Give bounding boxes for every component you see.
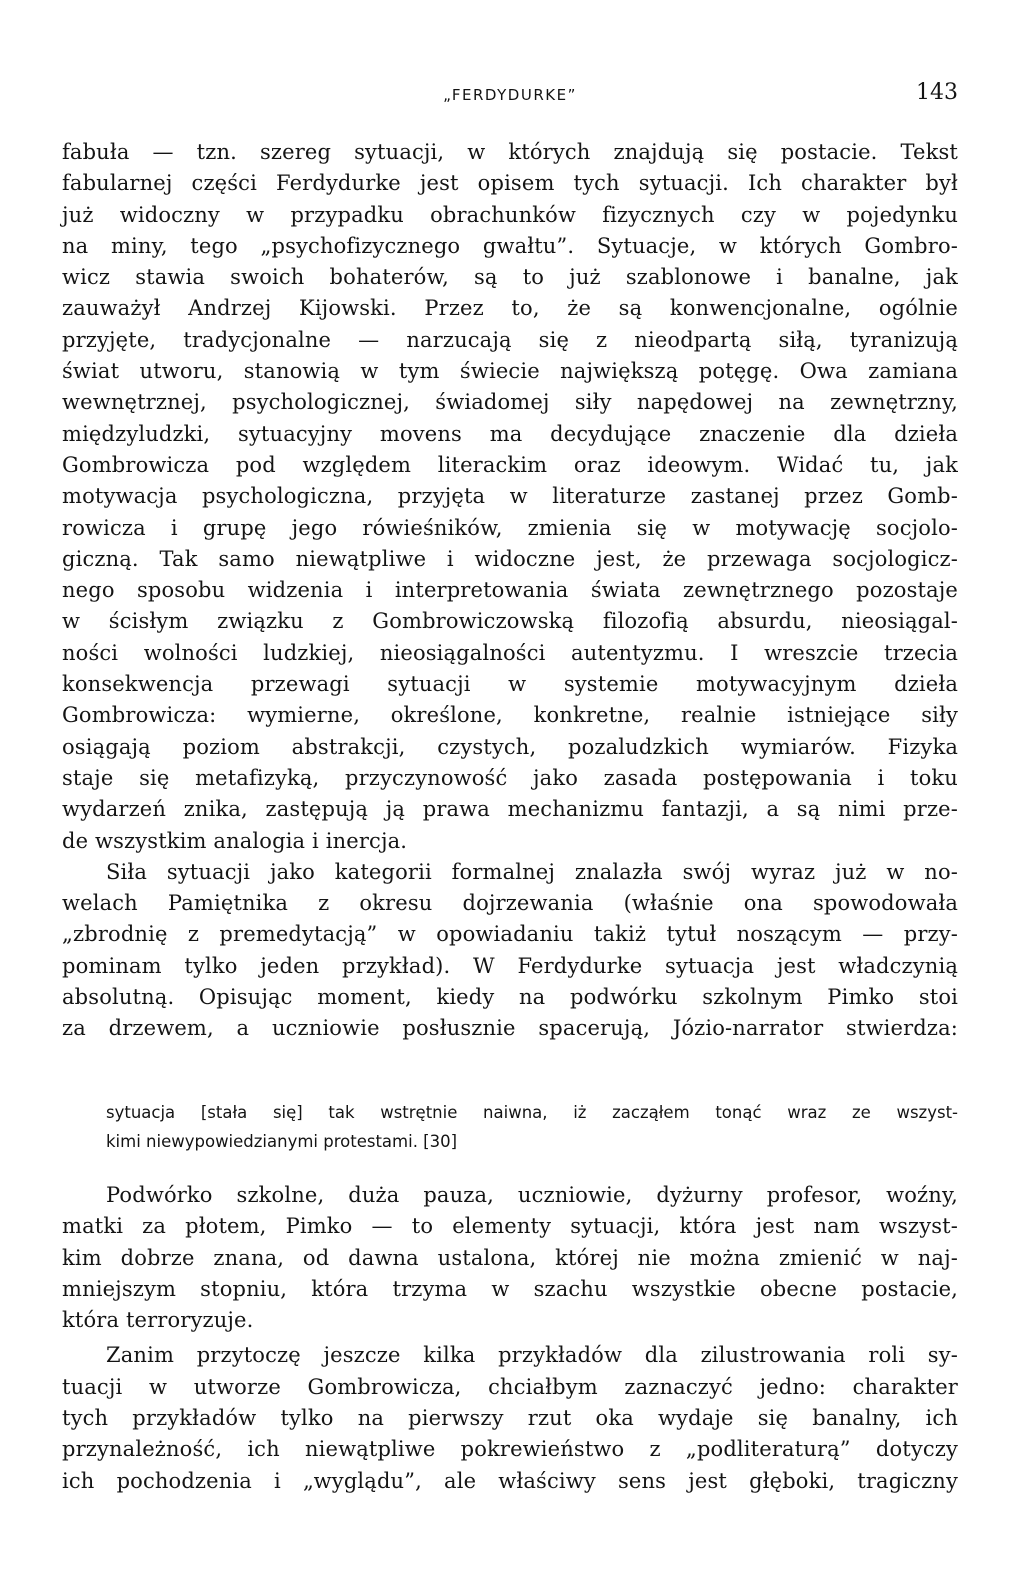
text-line: konsekwencja przewagi sytuacji w systemie motywacyjnym dzieła [62,672,958,697]
text-line: kim dobrze znana, od dawna ustalona, której nie można zmienić w naj- [62,1245,958,1270]
text-line: giczną. Tak samo niewątpliwe i widoczne jest, że przewaga socjologicz- [62,546,958,571]
text-line: międzyludzki, sytuacyjny movens ma decydujące znaczenie dla dzieła [62,421,958,446]
text-line: absolutną. Opisując moment, kiedy na podwórku szkolnym Pimko stoi [62,985,958,1010]
text-line: tych przykładów tylko na pierwszy rzut oka wydaje się banalny, ich [62,1406,958,1431]
text-line: Zanim przytoczę jeszcze kilka przykładów dla zilustrowania roli sy- [106,1343,958,1368]
text-line: już widoczny w przypadku obrachunków fizycznych czy w pojedynku [62,202,958,227]
text-line: ich pochodzenia i „wyglądu”, ale właściwy sens jest głęboki, tragiczny [62,1468,958,1493]
text-line: matki za płotem, Pimko — to elementy sytuacji, która jest nam wszyst- [62,1214,958,1239]
text-line: przyjęte, tradycjonalne — narzucają się z nieodpartą siłą, tyranizują [62,327,958,352]
text-line: wicz stawia swoich bohaterów, są to już szablonowe i banalne, jak [62,265,958,290]
paragraph [62,857,958,1045]
text-line: ności wolności ludzkiej, nieosiągalności autentyzmu. I wreszcie trzecia [62,640,958,665]
text-line: Siła sytuacji jako kategorii formalnej znalazła swój wyraz już w no- [106,859,958,884]
body-text-upper [62,137,958,1045]
text-line: Gombrowicza pod względem literackim oraz ideowym. Widać tu, jak [62,452,958,477]
text-line: za drzewem, a uczniowie posłusznie spacerują, Józio-narrator stwierdza: [62,1016,958,1041]
quote-line: sytuacja [stała się] tak wstrętnie naiwna, iż zacząłem tonąć wraz ze wszyst- [106,1103,958,1122]
text-line: pominam tylko jeden przykład). W Ferdydurke sytuacja jest władczynią [62,953,958,978]
text-line: mniejszym stopniu, która trzyma w szachu wszystkie obecne postacie, [62,1276,958,1301]
paragraph [62,137,958,857]
text-line: welach Pamiętnika z okresu dojrzewania (właśnie ona spowodowała [62,891,958,916]
running-head [62,80,958,110]
text-line: świat utworu, stanowią w tym świecie największą potęgę. Owa zamiana [62,359,958,384]
text-line: Gombrowicza: wymierne, określone, konkretne, realnie istniejące siły [62,703,958,728]
text-line: przynależność, ich niewątpliwe pokrewieństwo z „podliteraturą” dotyczy [62,1437,958,1462]
text-line: na miny, tego „psychofizycznego gwałtu”. Sytuacje, w których Gombro- [62,233,958,258]
text-line: wydarzeń znika, zastępują ją prawa mechanizmu fantazji, a są nimi prze- [62,797,958,822]
text-line: „zbrodnię z premedytacją” w opowiadaniu takiż tytuł noszącym — przy- [62,922,958,947]
text-line: tuacji w utworze Gombrowicza, chciałbym zaznaczyć jedno: charakter [62,1374,958,1399]
block-quote [106,1098,958,1156]
text-line: staje się metafizyką, przyczynowość jako zasada postępowania i toku [62,765,958,790]
text-line: de wszystkim analogia i inercja. [62,828,408,853]
text-line: rowicza i grupę jego rówieśników, zmienia się w motywację socjolo- [62,515,958,540]
text-line: zauważył Andrzej Kijowski. Przez to, że są konwencjonalne, ogólnie [62,296,958,321]
running-title: „FERDYDURKE” [443,86,577,104]
text-line: osiągają poziom abstrakcji, czystych, pozaludzkich wymiarów. Fizyka [62,734,958,759]
body-text-lower [62,1180,958,1497]
text-line: nego sposobu widzenia i interpretowania świata zewnętrznego pozostaje [62,578,958,603]
text-line: która terroryzuje. [62,1308,254,1333]
text-line: fabuła — tzn. szereg sytuacji, w których znajdują się postacie. Tekst [62,140,958,164]
text-line: wewnętrznej, psychologicznej, świadomej siły napędowej na zewnętrzny, [62,390,958,415]
text-line: Podwórko szkolne, duża pauza, uczniowie, dyżurny profesor, woźny, [106,1183,958,1207]
quote-line: kimi niewypowiedzianymi protestami. [30] [106,1132,458,1151]
text-line: fabularnej części Ferdydurke jest opisem tych sytuacji. Ich charakter był [62,171,958,196]
paragraph [62,1180,958,1336]
text-line: motywacja psychologiczna, przyjęta w literaturze zastanej przez Gomb- [62,484,958,509]
text-line: w ścisłym związku z Gombrowiczowską filozofią absurdu, nieosiągal- [62,609,958,634]
paragraph [62,1340,958,1496]
page-number: 143 [916,80,958,105]
